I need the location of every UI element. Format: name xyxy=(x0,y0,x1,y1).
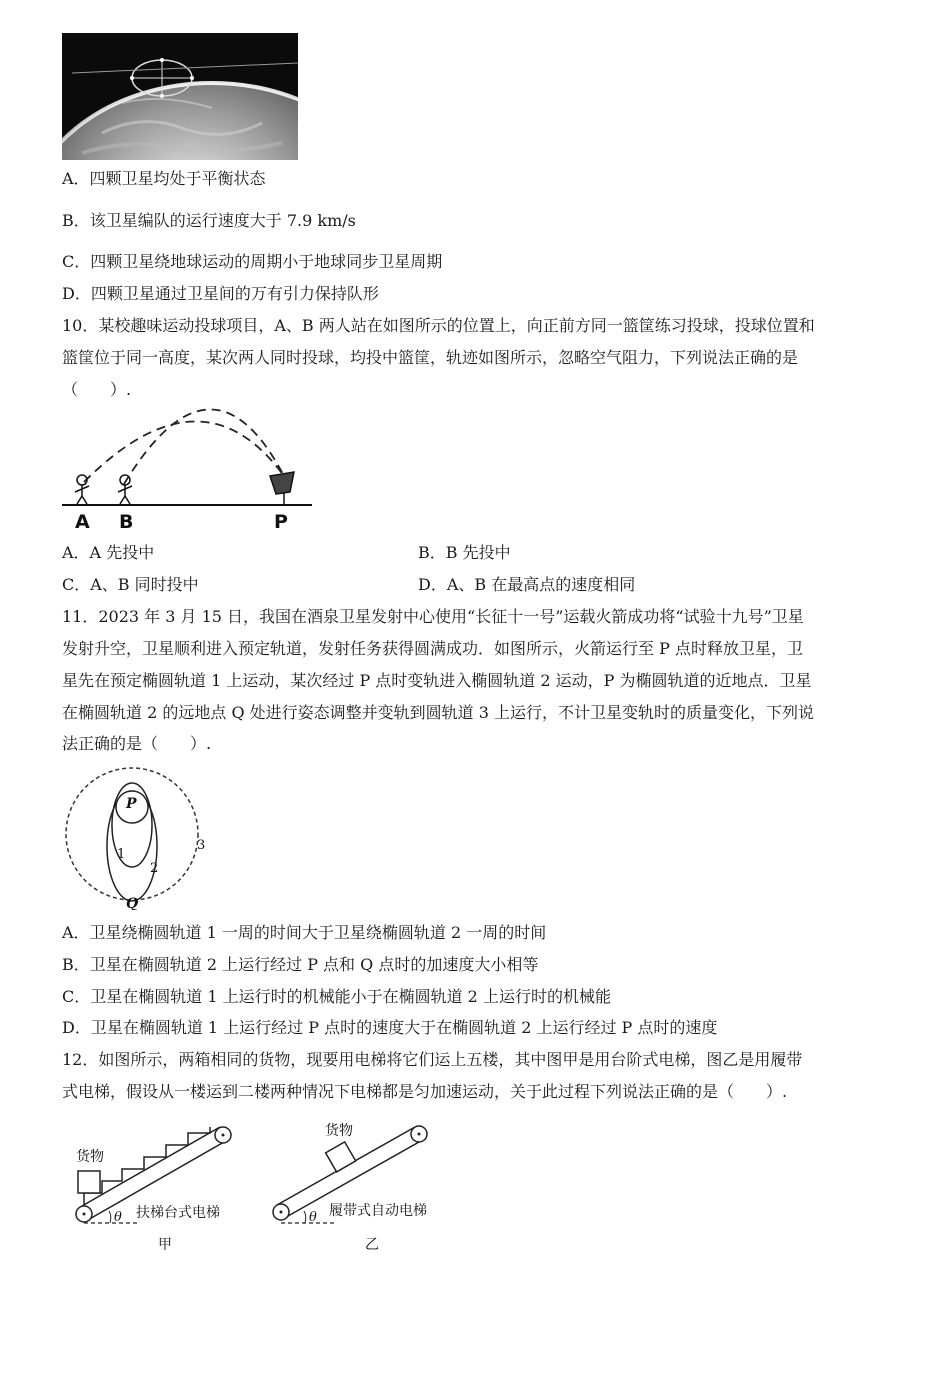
q10-stem-line-1: 10．某校趣味运动投球项目，A、B 两人站在如图所示的位置上，向正前方同一篮筐练习投球，投球位置和 xyxy=(62,316,815,335)
orbit-label-1: 1 xyxy=(117,847,126,862)
q10-option-c: C．A、B 同时投中 xyxy=(62,575,199,594)
cargo-box xyxy=(78,1171,100,1193)
figure-label-a: A xyxy=(75,511,90,533)
q10-stem-line-2: 篮筐位于同一高度，某次两人同时投球，均投中篮筐，轨迹如图所示，忽略空气阻力，下列说法正确的是 xyxy=(62,348,799,367)
trajectory-a xyxy=(84,421,284,482)
basket-icon xyxy=(270,472,294,504)
q12-stem-line-1: 12．如图所示，两箱相同的货物，现要用电梯将它们运上五楼，其中图甲是用台阶式电梯，图乙是用履带 xyxy=(62,1050,803,1069)
theta-label-yi: θ xyxy=(309,1210,317,1225)
q10-option-d: D．A、B 在最高点的速度相同 xyxy=(418,575,636,594)
q11-option-a: A．卫星绕椭圆轨道 1 一周的时间大于卫星绕椭圆轨道 2 一周的时间 xyxy=(62,923,547,942)
q10-basketball-figure xyxy=(62,404,322,534)
cargo-box xyxy=(326,1142,356,1172)
q11-option-d: D．卫星在椭圆轨道 1 上运行经过 P 点时的速度大于在椭圆轨道 2 上运行经过 P 点时的速度 xyxy=(62,1018,718,1037)
orbit-label-3: 3 xyxy=(197,838,206,853)
q12-stem-line-2: 式电梯，假设从一楼运到二楼两种情况下电梯都是匀加速运动，关于此过程下列说法正确的是（ ）. xyxy=(62,1082,788,1101)
q10-option-a: A．A 先投中 xyxy=(62,543,155,562)
orbit-label-q: Q xyxy=(126,896,139,910)
q11-stem-line-1: 11．2023 年 3 月 15 日，我国在酒泉卫星发射中心使用“长征十一号”运载火箭成功将“试验十九号”卫星 xyxy=(62,607,804,626)
q11-stem-line-3: 星先在预定椭圆轨道 1 上运动，某次经过 P 点时变轨进入椭圆轨道 2 运动，P 为椭圆轨道的近地点．卫星 xyxy=(62,671,812,690)
q10-stem-line-3: （ ）. xyxy=(62,380,132,399)
q9-option-a: A．四颗卫星均处于平衡状态 xyxy=(62,169,266,188)
q11-stem-line-2: 发射升空，卫星顺利进入预定轨道，发射任务获得圆满成功．如图所示，火箭运行至 P 点时释放卫星，卫 xyxy=(62,639,803,658)
figure-label-p: P xyxy=(274,511,288,533)
cargo-label-jia: 货物 xyxy=(76,1149,104,1165)
q11-stem-line-4: 在椭圆轨道 2 的远地点 Q 处进行姿态调整并变轨到圆轨道 3 上运行，不计卫星变轨时的质量变化，下列说 xyxy=(62,703,814,722)
figure-label-b: B xyxy=(119,511,134,533)
caption-yi: 乙 xyxy=(365,1237,379,1253)
q9-option-c: C．四颗卫星绕地球运动的周期小于地球同步卫星周期 xyxy=(62,252,443,271)
cargo-label-yi: 货物 xyxy=(325,1123,353,1139)
q12-figure-jia xyxy=(70,1115,250,1255)
orbit-label-2: 2 xyxy=(150,861,159,876)
orbit-label-p: P xyxy=(126,796,137,812)
q9-option-b: B．该卫星编队的运行速度大于 7.9 km/s xyxy=(62,211,356,230)
trajectory-b xyxy=(124,409,284,484)
q12-figure-yi xyxy=(265,1115,455,1255)
escalator-label-yi: 履带式自动电梯 xyxy=(329,1203,427,1219)
q10-option-b: B．B 先投中 xyxy=(418,543,511,562)
theta-label-jia: θ xyxy=(114,1210,122,1225)
q9-option-d: D．四颗卫星通过卫星间的万有引力保持队形 xyxy=(62,284,379,303)
caption-jia: 甲 xyxy=(158,1237,172,1253)
earth-satellite-photo xyxy=(62,33,298,160)
q11-orbit-figure xyxy=(62,760,222,910)
q11-stem-line-5: 法正确的是（ ）. xyxy=(62,734,212,753)
person-b-icon xyxy=(118,475,132,504)
orbit-3-circle xyxy=(66,768,198,900)
q11-option-c: C．卫星在椭圆轨道 1 上运行时的机械能小于在椭圆轨道 2 上运行时的机械能 xyxy=(62,987,611,1006)
person-a-icon xyxy=(75,475,89,504)
escalator-label-jia: 扶梯台式电梯 xyxy=(136,1205,220,1221)
q11-option-b: B．卫星在椭圆轨道 2 上运行经过 P 点和 Q 点时的加速度大小相等 xyxy=(62,955,539,974)
